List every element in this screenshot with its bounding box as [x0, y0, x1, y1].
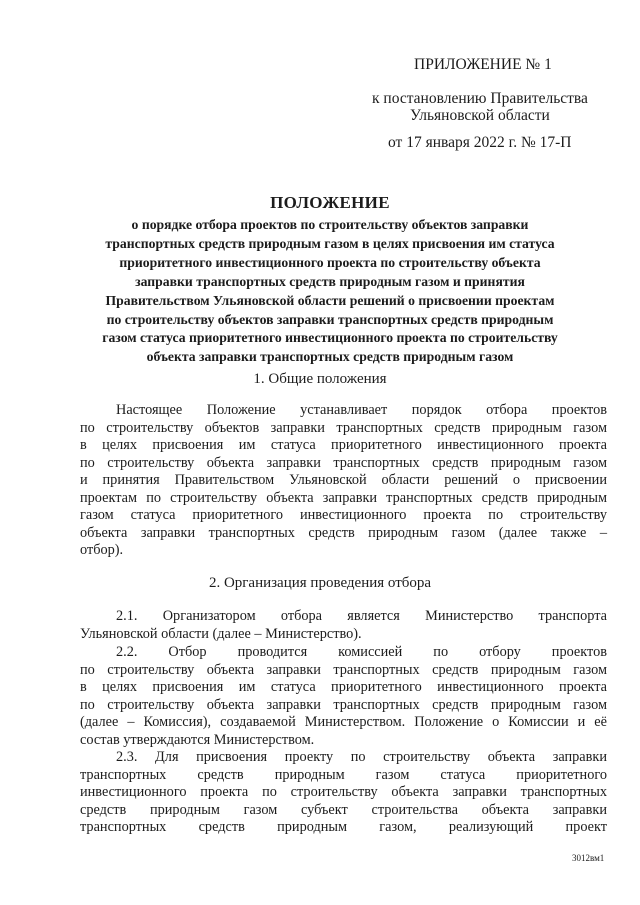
title-line: транспортных средств природным газом в целях присвоения им статуса: [105, 235, 555, 251]
document-title: [60, 193, 600, 367]
text-line: в целях присвоения им статуса приоритетного инвестиционного проекта: [80, 437, 607, 453]
text-line: по строительству объекта заправки транспортных средств природным газом: [80, 661, 607, 678]
text-line: инвестиционного проекта по строительству объекта заправки транспортных: [80, 784, 607, 800]
text-line: транспортных средств природным газом статуса приоритетного: [80, 766, 607, 783]
text-line: состав утверждаются Министерством.: [80, 731, 315, 748]
paragraph-2-1: [80, 608, 607, 643]
text-line: 2.1. Организатором отбора является Министерство транспорта: [116, 608, 607, 624]
text-line: по строительству объектов заправки транспортных средств природным газом: [80, 419, 607, 436]
title-line: Правительством Ульяновской области решений о присвоении проектам: [105, 292, 555, 308]
resolution-date-number: от 17 января 2022 г. № 17-П: [388, 134, 572, 151]
text-line: транспортных средств природным газом, реализующий проект: [80, 819, 607, 835]
text-line: и принятия Правительством Ульяновской области решений о присвоении: [80, 472, 607, 488]
title-line: о порядке отбора проектов по строительству объектов заправки: [131, 217, 529, 232]
text-line: (далее – Комиссия), создаваемой Министерством. Положение о Комиссии и её: [80, 714, 607, 730]
title-subtitle: [60, 216, 600, 367]
title-line: заправки транспортных средств природным газом и принятия: [135, 273, 525, 289]
text-line: по строительству объекта заправки транспортных средств природным газом: [80, 454, 607, 471]
text-line: объекта заправки транспортных средств природным газом (далее также –: [80, 524, 607, 541]
paragraph-2-3: [80, 749, 607, 837]
text-line: проектам по строительству объекта заправки транспортных средств природным: [80, 489, 607, 506]
text-line: 2.3. Для присвоения проекту по строительству объекта заправки: [116, 749, 607, 765]
text-line: Ульяновской области (далее – Министерство).: [80, 625, 362, 642]
region-name: Ульяновской области: [410, 107, 550, 124]
text-line: Настоящее Положение устанавливает порядок отбора проектов: [116, 402, 607, 418]
title-heading: ПОЛОЖЕНИЕ: [270, 193, 390, 212]
paragraph-2-2: [80, 644, 607, 749]
title-line: по строительству объектов заправки транспортных средств природным: [106, 311, 554, 327]
text-line: по строительству объекта заправки транспортных средств природным газом: [80, 696, 607, 713]
title-line: объекта заправки транспортных средств природным газом: [146, 349, 514, 365]
section-2-heading: 2. Организация проведения отбора: [208, 575, 432, 591]
text-line: газом статуса приоритетного инвестиционного проекта по строительству: [80, 507, 607, 523]
text-line: в целях присвоения им статуса приоритетного инвестиционного проекта: [80, 679, 607, 695]
text-line: 2.2. Отбор проводится комиссией по отбору проектов: [116, 644, 607, 660]
appendix-label: ПРИЛОЖЕНИЕ № 1: [414, 56, 552, 73]
text-line: средств природным газом субъект строительства объекта заправки: [80, 801, 607, 818]
title-line: приоритетного инвестиционного проекта по строительству объекта: [119, 254, 541, 270]
title-line: газом статуса приоритетного инвестиционного проекта по строительству: [102, 330, 558, 346]
document-code: 3012вм1: [572, 853, 605, 863]
section-1-heading: 1. Общие положения: [253, 371, 387, 387]
resolution-reference: к постановлению Правительства: [372, 90, 588, 107]
section-1-paragraph: [80, 402, 607, 560]
text-line: отбор).: [80, 542, 124, 558]
